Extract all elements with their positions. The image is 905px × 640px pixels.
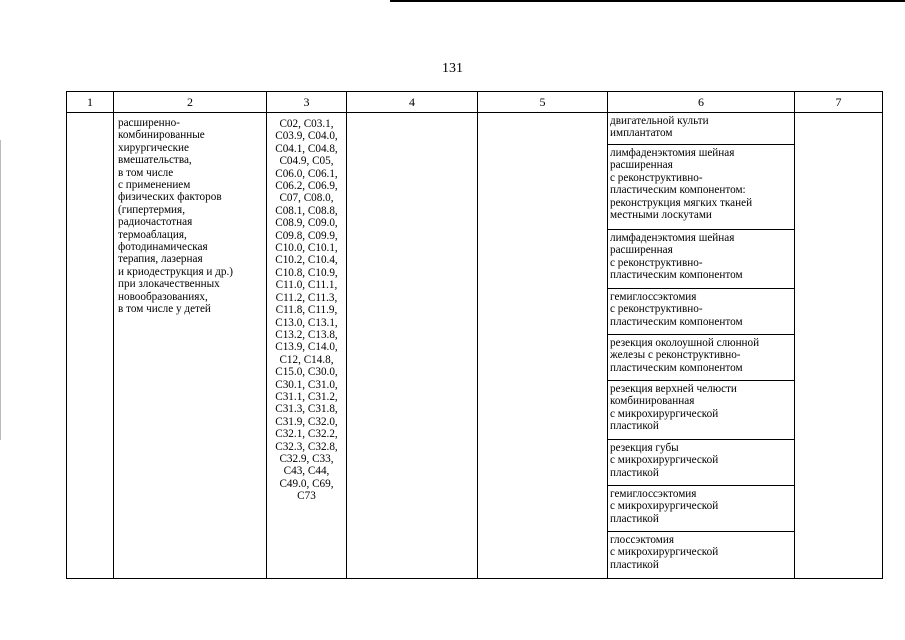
icd-code-line: C13.9, C14.0, [275, 341, 338, 354]
icd-code-line: C73 [297, 490, 316, 503]
header-cell-4: 4 [347, 92, 478, 113]
procedure-line: лимфаденэктомия шейная [610, 147, 735, 159]
scan-edge-mark [0, 140, 1, 440]
icd-code-line: C31.9, C32.0, [275, 415, 338, 428]
procedure-line: комбинированная [610, 395, 695, 408]
procedure-line: резекция губы [610, 442, 679, 454]
cell-col1 [67, 113, 114, 579]
icd-code-line: C31.1, C31.2, [275, 390, 338, 403]
procedure-line: пластическим компонентом [610, 315, 743, 328]
procedure-line: с реконструктивно- [610, 256, 703, 269]
procedure-line: двигательной культи [610, 115, 709, 127]
procedure-line: глоссэктомия [610, 534, 674, 546]
description-line: комбинированные [118, 129, 205, 142]
icd-code-line: C13.2, C13.8, [275, 328, 338, 341]
icd-code-line: C07, C08.0, [279, 192, 334, 205]
icd-code-line: C12, C14.8, [279, 353, 334, 366]
icd-code-line: C11.2, C11.3, [275, 291, 338, 304]
description-line: вмешательства, [118, 154, 192, 167]
icd-code-line: C08.1, C08.8, [275, 204, 338, 217]
procedure-line: гемиглоссэктомия [610, 291, 697, 303]
table-row [67, 113, 883, 579]
procedure-line: расширенная [610, 159, 673, 172]
cell-col4 [347, 113, 478, 579]
icd-code-line: C10.0, C10.1, [275, 242, 338, 255]
procedure-line: пластикой [610, 466, 659, 479]
procedure-line: лимфаденэктомия шейная [610, 232, 735, 244]
procedure-line: с реконструктивно- [610, 171, 703, 184]
header-cell-6: 6 [608, 92, 795, 113]
icd-code-line: C04.1, C04.8, [275, 142, 338, 155]
icd-code-line: C03.9, C04.0, [275, 130, 338, 143]
icd-codes-cell [267, 113, 347, 579]
description-line: и криодеструкция и др.) [118, 265, 233, 278]
procedure-item [608, 532, 794, 578]
procedure-line: пластическим компонентом [610, 361, 743, 374]
description-line: фотодинамическая [118, 241, 208, 254]
procedure-line: пластикой [610, 512, 659, 525]
description-line: термоаблация, [118, 228, 187, 241]
cell-col5 [478, 113, 608, 579]
procedure-line: резекция околоушной слюнной [610, 337, 760, 349]
page-number: 131 [442, 61, 463, 76]
icd-code-line: C32.3, C32.8, [275, 440, 338, 453]
icd-code-line: C32.9, C33, [279, 452, 334, 465]
icd-code-line: C32.1, C32.2, [275, 428, 338, 441]
procedure-line: расширенная [610, 244, 673, 257]
procedure-item [608, 381, 794, 440]
description-line: (гипертермия, [118, 203, 185, 216]
procedure-line: пластическим компонентом: [610, 184, 746, 197]
procedure-line: железы с реконструктивно- [610, 349, 741, 362]
procedure-line: реконструкция мягких тканей [610, 196, 753, 209]
description-line: расширенно- [118, 117, 180, 129]
procedure-line: с микрохирургической [610, 454, 719, 467]
icd-code-line: C43, C44, [283, 465, 330, 478]
description-line: физических факторов [118, 191, 222, 204]
icd-code-line: C10.2, C10.4, [275, 254, 338, 267]
procedure-line: с микрохирургической [610, 407, 719, 420]
icd-code-line: C09.8, C09.9, [275, 229, 338, 242]
procedure-item [608, 145, 794, 230]
icd-code-line: C11.8, C11.9, [275, 304, 338, 317]
procedure-line: имплантатом [610, 127, 673, 140]
procedure-line: гемиглоссэктомия [610, 488, 697, 500]
icd-code-line: C08.9, C09.0, [275, 217, 338, 230]
cell-col7 [795, 113, 883, 579]
procedure-line: с микрохирургической [610, 546, 719, 559]
procedure-item [608, 113, 794, 145]
procedure-line: пластикой [610, 420, 659, 433]
procedure-line: с реконструктивно- [610, 303, 703, 316]
description-line: новообразованиях, [118, 290, 208, 303]
description-line: хирургические [118, 141, 190, 154]
intervention-description-cell [114, 113, 267, 579]
procedure-item [608, 486, 794, 532]
description-line: в том числе у детей [118, 303, 211, 316]
procedure-line: местными лоскутами [610, 209, 712, 222]
icd-code-line: C15.0, C30.0, [275, 366, 338, 379]
procedure-item [608, 440, 794, 486]
procedure-item [608, 335, 794, 381]
procedure-item [608, 230, 794, 289]
icd-code-line: C31.3, C31.8, [275, 403, 338, 416]
header-cell-5: 5 [478, 92, 608, 113]
icd-code-line: C04.9, C05, [279, 155, 334, 168]
header-cell-7: 7 [795, 92, 883, 113]
procedures-cell [608, 113, 795, 579]
procedure-line: с микрохирургической [610, 500, 719, 513]
description-line: в том числе [118, 166, 174, 179]
procedure-line: резекция верхней челюсти [610, 383, 737, 395]
icd-code-line: C11.0, C11.1, [275, 279, 338, 292]
top-border-line [390, 0, 905, 2]
icd-code-line: C13.0, C13.1, [275, 316, 338, 329]
header-cell-1: 1 [67, 92, 114, 113]
header-row [67, 92, 883, 113]
icd-code-line: C06.2, C06.9, [275, 180, 338, 193]
header-cell-3: 3 [267, 92, 347, 113]
icd-code-line: C06.0, C06.1, [275, 167, 338, 180]
icd-code-line: C02, C03.1, [279, 118, 334, 130]
description-line: с применением [118, 179, 191, 192]
icd-code-line: C10.8, C10.9, [275, 266, 338, 279]
procedures-table [66, 91, 883, 579]
description-line: терапия, лазерная [118, 253, 203, 266]
description-line: радиочастотная [118, 216, 193, 229]
header-cell-2: 2 [114, 92, 267, 113]
description-line: при злокачественных [118, 278, 220, 291]
procedure-line: пластическим компонентом [610, 269, 743, 282]
procedure-item [608, 289, 794, 335]
procedure-line: пластикой [610, 558, 659, 571]
icd-code-line: C49.0, C69, [279, 477, 334, 490]
icd-code-line: C30.1, C31.0, [275, 378, 338, 391]
